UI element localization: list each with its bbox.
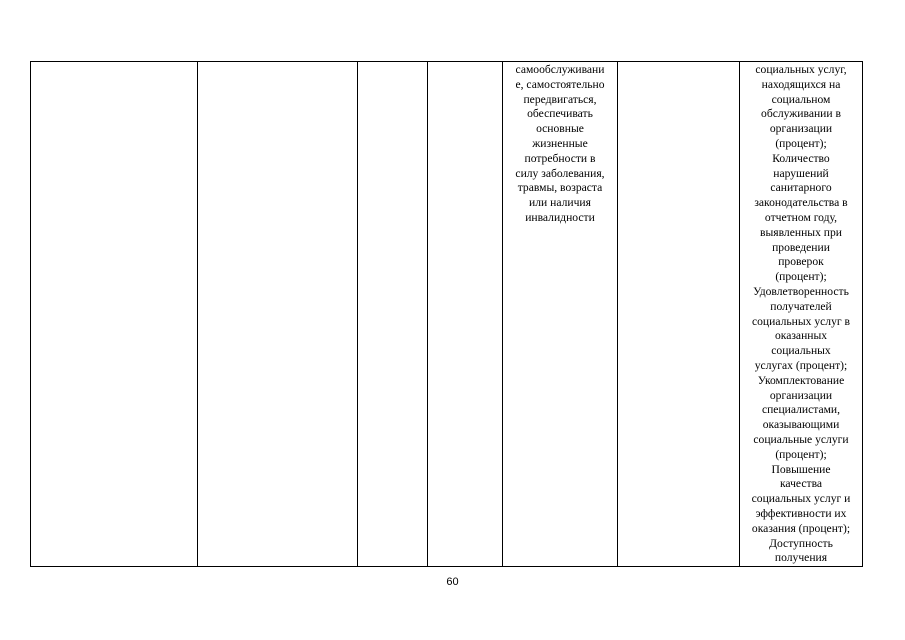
table-cell-2 bbox=[198, 62, 358, 567]
table-cell-5 bbox=[503, 62, 618, 567]
cell-text-5: самообслуживани е, самостоятельно передвигаться, обеспечивать основные жизненные потребности в силу заболевания, травмы, возраста или наличия инвалидности bbox=[515, 63, 605, 224]
table-cell-6 bbox=[618, 62, 740, 567]
table-cell-4 bbox=[428, 62, 503, 567]
cell-text-1 bbox=[31, 62, 197, 63]
cell-text-3 bbox=[358, 62, 427, 63]
table-cell-1 bbox=[31, 62, 198, 567]
table-cell-7 bbox=[740, 62, 863, 567]
page-number: 60 bbox=[446, 576, 459, 588]
cell-text-2 bbox=[198, 62, 357, 63]
cell-text-7: социальных услуг, находящихся на социальном обслуживании в организации (процент); Количество нарушений санитарного законодательства в отчетном году, выявленных при проведении проверок (процент); Удовлетворенность получателей социальных услуг в оказанных социальных услугах (процент); Укомплектование организации специалистами, оказывающими социальные услуги (процент); Повышение качества социальных услуг и эффективности их оказания (процент); Доступность получения bbox=[751, 63, 851, 565]
cell-text-6 bbox=[618, 62, 739, 63]
cell-text-4 bbox=[428, 62, 502, 63]
table-row bbox=[31, 62, 863, 567]
table-cell-3 bbox=[358, 62, 428, 567]
services-table bbox=[30, 61, 863, 567]
